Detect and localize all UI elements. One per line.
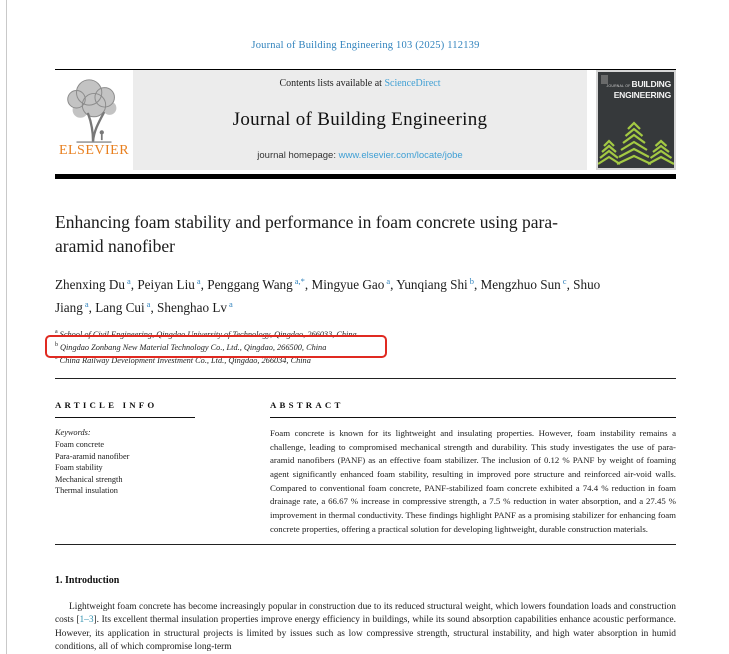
abstract-heading: ABSTRACT [270, 399, 344, 410]
affiliation-text: Qingdao Zonbang New Material Technology Co., Ltd., Qingdao, 266500, China [60, 342, 327, 352]
elsevier-wordmark: ELSEVIER [58, 143, 130, 158]
keywords-label: Keywords: [55, 427, 91, 437]
affiliation-line [55, 327, 676, 340]
journal-citation-header: Journal of Building Engineering 103 (2025) 112139 [251, 40, 480, 51]
keyword-item: Thermal insulation [55, 486, 118, 496]
contents-prefix: Contents lists available at [279, 78, 385, 89]
introduction-paragraph [55, 601, 676, 654]
cover-title-line2: ENGINEERING [613, 89, 671, 100]
affiliation-sup: c [55, 354, 58, 361]
ref-bracket-close: ] [93, 615, 97, 626]
author-name: Yunqiang Shi [396, 277, 468, 293]
article-info-rule [55, 417, 195, 418]
keywords-list [55, 439, 242, 497]
cover-trees-icon [598, 108, 674, 166]
author-affiliation-sup: a [126, 276, 131, 286]
author-name: Shuo Jiang [55, 277, 601, 316]
affiliation-list [55, 327, 676, 366]
keyword-item: Foam concrete [55, 439, 105, 449]
author-affiliation-sup: c [562, 276, 567, 286]
author-name: Zhenxing Du [55, 277, 125, 293]
abstract-bottom-rule [55, 544, 676, 545]
author: Mingyue Gao $^a$, [311, 276, 397, 293]
cover-title-line1: BUILDING [631, 79, 671, 89]
author: Zhenxing Du $^a$, [55, 276, 138, 293]
masthead-journal-title: Journal of Building Engineering [232, 108, 488, 130]
cover-journal-of: JOURNAL OF [606, 84, 631, 88]
author-name: Penggang Wang [207, 277, 293, 293]
citation-ref-1-3[interactable]: 1–3 [79, 615, 94, 626]
affiliation-sup: a [55, 328, 58, 335]
affiliation-sup: b [55, 341, 58, 348]
intro-text-before-ref: Lightweight foam concrete has become increasingly popular in construction due to its reduced structural weight, which lowers foundation loads and construction costs [55, 601, 676, 626]
author-name: Peiyan Liu [137, 277, 195, 293]
author-affiliation-sup: a [146, 298, 151, 309]
homepage-prefix: journal homepage: [257, 150, 339, 161]
author-affiliation-sup: a [229, 298, 233, 309]
homepage-link[interactable]: www.elsevier.com/locate/jobe [338, 150, 463, 161]
masthead-center-panel [133, 70, 587, 170]
keyword-item: Foam stability [55, 463, 103, 473]
author: Yunqiang Shi $^b$, [396, 276, 481, 293]
affiliation-text: China Railway Development Investment Co., Ltd., Qingdao, 266034, China [59, 355, 311, 365]
article-info-column [55, 400, 242, 537]
elsevier-logo [55, 70, 133, 170]
author-affiliation-sup: a,* [294, 276, 305, 286]
intro-text-after-ref: . Its excellent thermal insulation properties improve energy efficiency in buildings, while its sound absorption capabilities enhance acoustic performance. However, its application in structural projects is limited by issues such as low compressive strength, structural instability, and high water absorption in humid conditions, all of which compromise long-term [55, 615, 677, 653]
keyword-item: Para-aramid nanofiber [55, 451, 130, 461]
keyword-item: Mechanical strength [55, 474, 123, 484]
cover-title [606, 80, 671, 99]
journal-cover-thumbnail [596, 70, 676, 170]
author-name: Mingyue Gao [311, 277, 385, 293]
author-affiliation-sup: a [386, 276, 391, 286]
article-info-heading: ARTICLE INFO [55, 399, 158, 410]
ref-bracket-open: [ [76, 615, 80, 626]
abstract-text: Foam concrete is known for its lightweight and insulating properties. However, foam instability remains a challenge, leading to compromised mechanical strength and durability. This study investigates the use of para-aramid nanofibers (PANF) as an effective foam stabilizer. The inclusion of 0.12 % PANF by weight of foaming agent significantly enhanced foam stability, resulting in improved pore structure and reinforced air-void walls. Compared to conventional foam concrete, PANF-stabilized foam concrete exhibited a 74.4 % reduction in foam drainage rate, a 66.67 % increase in compressive strength, a 7.5 % reduction in water absorption, and a 27.45 % improvement in thermal conductivity. These findings highlight PANF as a promising stabilizer for enhancing foam concrete properties, offering a practical solution for developing lightweight, durable construction materials. [270, 427, 676, 534]
author-affiliation-sup: b [469, 276, 474, 286]
homepage-line [257, 150, 462, 161]
author-affiliation-sup: a [196, 276, 201, 286]
author-name: Lang Cui [95, 300, 145, 316]
abstract-column [270, 400, 676, 537]
article-title: Enhancing foam stability and performance in foam concrete using para-aramid nanofiber [55, 212, 558, 256]
abstract-rule [270, 417, 676, 418]
author: Shuo Jiang $^a$, [55, 277, 601, 316]
author-list [55, 272, 615, 318]
introduction-heading: 1. Introduction [55, 574, 120, 586]
contents-line [279, 78, 440, 89]
author: Peiyan Liu $^a$, [137, 276, 208, 293]
author: Mengzhuo Sun $^c$, [480, 276, 574, 293]
author-name: Mengzhuo Sun [480, 277, 561, 293]
author-affiliation-sup: a [84, 298, 89, 309]
elsevier-tree-icon [59, 73, 129, 145]
sciencedirect-link[interactable]: ScienceDirect [384, 78, 441, 89]
page-edge-line [6, 0, 7, 654]
affiliation-text: School of Civil Engineering, Qingdao University of Technology, Qingdao, 266033, China [59, 329, 357, 339]
affiliation-line [55, 340, 676, 353]
author: Penggang Wang $^{a,*}$, [207, 276, 312, 293]
author: Lang Cui $^a$, [95, 298, 158, 316]
author [157, 300, 233, 315]
masthead-bottom-bar [55, 174, 676, 179]
masthead-banner [55, 69, 676, 179]
author-name: Shenghao Lv [157, 300, 228, 316]
affiliation-line [55, 353, 676, 366]
